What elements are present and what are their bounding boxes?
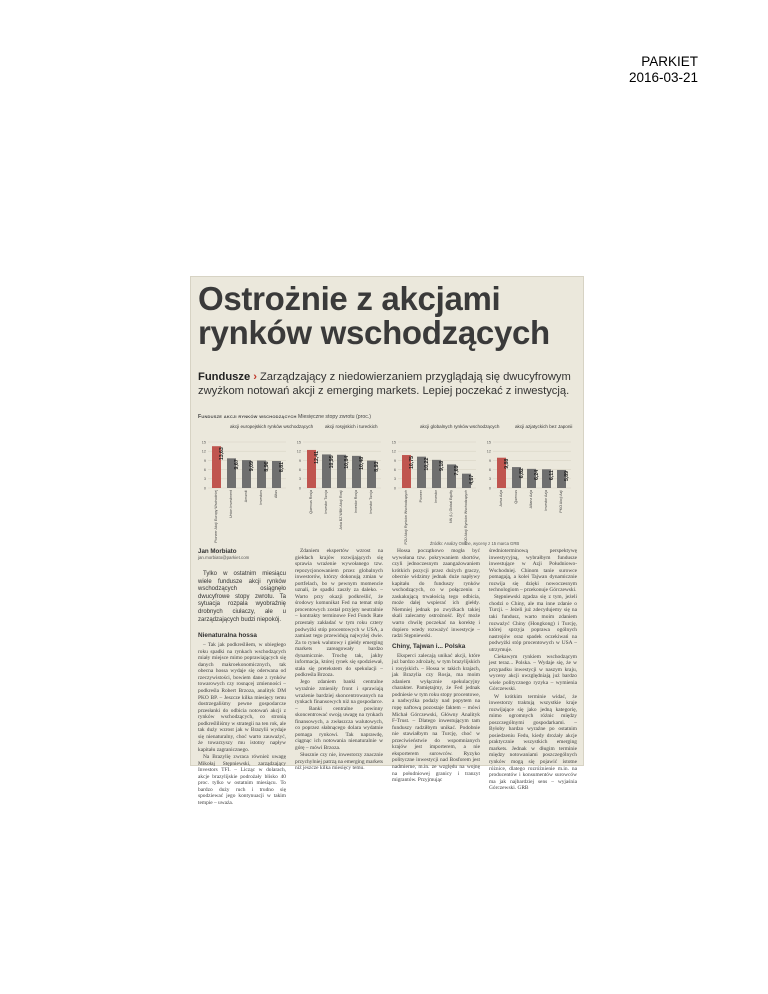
publication-name: PARKIET (641, 54, 698, 69)
chart-tick-label: 12 (391, 449, 396, 454)
chart-tick-label: 3 (393, 477, 396, 482)
chart-data-label: 9,09 (249, 461, 255, 472)
chart-tick-label: 12 (296, 449, 301, 454)
paragraph: Hossa początkowo mogła być wywołana tzw. pokrywaniem shortów, czyli jednoczesnym zaangażowaniem krótkich pozycji przez dużych graczy, obecnie widzimy jednak duże napływy kapitału do funduszy rynków wschodzących, co w połączeniu z zaskakującą trwałością tego odbicia, może dalej wspierać ich giełdy. Niemniej jednak po zwyżkach takiej skali zalecamy ostrożność. Być może warto chwilę poczekać na korektę i dopiero wtedy rozważyć inwestycje – radzi Stępniewski. (392, 548, 480, 640)
chart-tick-label: 9 (203, 458, 206, 463)
chart-data-label: 5,89 (564, 470, 570, 482)
chart-category-label: Pioneer Akcji Europy Wschodniej (214, 490, 218, 543)
chevron-right-icon: › (253, 371, 257, 383)
column-4 (489, 548, 577, 792)
chart-tick-label: 6 (488, 468, 491, 472)
chart-data-label: 9,67 (234, 459, 240, 470)
chart-group-label: akcji azjatyckich bez Japonii (515, 424, 573, 429)
chart-data-label: 9,88 (504, 458, 510, 469)
chart-tick-label: 0 (203, 486, 206, 491)
paragraph: W krótkim terminie widać, że inwestorzy traktują wszystkie kraje rozwijające się jako jedną kategorię, mimo ogromnych różnic między poszczególnymi gospodarkami. – Byłoby bardzo wyraźne po ostatnim posiedzeniu Fedu, kiedy drożały akcje praktycznie wszystkich emerging markets. Jednak w długim terminie między notowaniami poszczególnych rynków mogą się pojawić istotne różnice, dlatego rozróżnienie m.in. na producentów i konsumentów surowców ma jak najbardziej sens – wyjaśnia Górczewski. GRB (489, 693, 577, 792)
chart-tick-label: 6 (203, 468, 206, 472)
section-label: Fundusze (198, 371, 251, 383)
chart-data-label: 7,69 (454, 465, 460, 476)
chart-category-label: Investor Turcja (369, 490, 373, 514)
chart-category-label: Arka BZ WBK Akcji Rosji (339, 490, 343, 530)
chart-data-label: 10,95 (329, 455, 335, 469)
chart-data-label: 6,11 (549, 470, 555, 481)
paragraph: Stępniewski zgadza się z tym, jeżeli chodzi o Chiny, ale ma inne zdanie o Turcji. – Jeżeli już zdecydujemy się na taki fundusz, warto moim zdaniem rozważyć Chiny (Hongkong) i Turcję, której sprzyja poprawa ogólnych nastrojów oraz spadek oczekiwań na podwyżki stóp procentowych w USA – utrzymuje. (489, 594, 577, 653)
chart-tick-label: 12 (201, 449, 206, 454)
paragraph: średnioterminową perspektywę inwestycyjną, wybrałbym fundusze inwestujące w Azji Południowo-Wschodniej. Chinom tanie surowce pomagają, a kolei Tajwan dynamicznie rozwija się dzięki nowoczesnym technologiom – przekonuje Górczewski. (489, 548, 577, 594)
chart-data-label: 6,24 (534, 469, 540, 480)
chart-category-label: Quercus (514, 490, 518, 504)
chart-category-label: Investor Rosja (354, 490, 358, 513)
chart-tick-label: 0 (298, 486, 301, 491)
chart-tick-label: 3 (488, 477, 491, 482)
lead-paragraph: Tylko w ostatnim miesiącu wiele fundusze akcji rynków wschodzących osiągnęło dwucyfrowe stopy zwrotu. Ta sytuacja rozpala wyobraźnię drobnych ciułaczy, ale u zarządzających budzi niepokój. (198, 571, 286, 623)
chart-category-label: Pioneer (419, 490, 423, 503)
chart-data-label: 13,63 (219, 447, 225, 461)
chart-data-label: 8,96 (264, 461, 270, 472)
chart-tick-label: 9 (488, 458, 491, 463)
chart-source: Źródło: Analizy Online, wyceny z 15 marca GRB (430, 541, 520, 546)
chart-data-label: 10,84 (344, 455, 350, 469)
chart-data-label: 8,81 (279, 461, 285, 473)
chart-tick-label: 0 (488, 486, 491, 491)
column-1 (198, 548, 286, 806)
article-body (198, 548, 578, 806)
column-2 (295, 548, 383, 772)
chart-data-label: 8,93 (374, 461, 380, 472)
paragraph: Zdaniem ekspertów wzrost na giełdach krajów rozwijających się sprawia wrażenie wywołanego tzw. repozycjonowaniem przez globalnych inwestorów, którzy dokonują zmian w portfelach, bo w pewnym momencie uznali, że spadki zaszły za daleko. – Warto przy okazji podkreślić, że środowy komunikat Fed na temat stóp procentowych został przyjęty neutralnie – kontrakty terminowe Fed Funds Rate przestały zakładać w tym roku cztery podwyżki stóp procentowych w USA, a zamiast tego przewidują najwyżej dwie. Za to rynek walutowy i giełdy emerging markets zareagowały bardzo dynamicznie. Trochę tak, jakby informacja, której rynek się spodziewał, stała się pretekstem do spekulacji – podkreśla Brzoza. (295, 548, 383, 679)
paragraph: Ciekawym rynkiem wschodzącym jest teraz... Polska. – Wydaje się, że w przypadku inwestycji w naszym kraju, wyceny akcji uwzględniają już bardzo wiele politycznego ryzyka – wymienia Górczewski. (489, 653, 577, 693)
chart-data-label: 9,18 (439, 460, 445, 471)
headline (198, 282, 578, 350)
chart-category-label: NN (L) Global Equity (449, 490, 453, 523)
chart-tick-label: 15 (486, 440, 491, 445)
chart-data-label: 4,67 (469, 474, 475, 485)
subheading: Chiny, Tajwan i... Polska (392, 642, 466, 650)
chart-category-label: Quercus Rosja (309, 490, 313, 514)
chart-category-label: Investor Turcja (324, 490, 328, 514)
subheading: Nienaturalna hossa (198, 632, 257, 640)
chart-data-label: 6,82 (519, 468, 525, 479)
chart-tick-label: 3 (203, 477, 206, 482)
publication-date: 2016-03-21 (628, 70, 698, 85)
chart-category-label: Aviva Azja (499, 490, 503, 507)
chart-tick-label: 3 (298, 477, 301, 482)
lead-text: Zarządzający z niedowierzaniem przyglądają się dwucyfrowym zwyżkom notowań akcji z emerging markets. Lepiej poczekać z inwestycją. (198, 371, 571, 397)
chart-data-label: 10,75 (409, 456, 415, 470)
column-3 (392, 548, 480, 784)
chart-group-label: akcji rosyjskich i tureckich (325, 424, 378, 429)
chart-category-label: Allianz Azja (529, 490, 533, 509)
author-email: jan.morbiato@parkiet.com (198, 555, 250, 560)
chart-header (198, 414, 576, 421)
paragraph: Na Brazylię zwraca również uwagę Mikołaj Stępniewski, zarządzający Investors TFI. – Licząc w dolarach, akcje brazylijskie podrożały blisko 40 proc. tylko w ostatnim miesiącu. To bardzo duży ruch i trudno się spodziewać jego kontynuacji w takim tempie – uważa. (198, 753, 286, 806)
chart-tick-label: 15 (296, 440, 301, 445)
paragraph: Jego zdaniem banki centralne wyraźnie zmieniły front i sprawiają wrażenie bardziej skoncentrowanych na rynkach finansowych niż na gospodarce. – Banki centralne powinny skoncentrować swoją uwagę na rynkach finansowych, a zwłaszcza walutowych, co poprzez słabnącego dolara wydatnie pomaga rynkowi. Tak naprawdę, ciągnąc ich notowania nienaturalnie w górę – mówi Brzoza. (295, 679, 383, 751)
chart-category-label: Investor (434, 490, 438, 503)
chart-tick-label: 15 (201, 440, 206, 445)
chart-title: Fundusze akcji rynków wschodzących (198, 414, 297, 420)
headline-line-2: rynków wschodzących (198, 314, 550, 351)
chart-data-label: 10,22 (424, 457, 430, 471)
chart-category-label: PZU Akcji Rynków Wschodzących (404, 490, 408, 545)
chart-tick-label: 9 (298, 458, 301, 463)
chart-category-label: Altus (274, 490, 278, 498)
paragraph: – Tak jak podkreśliłem, w ubiegłego roku spadki na rynkach wschodzących miały miejsce mimo poprawiających się danych makroekonomicznych, tak obecna hossa wydaje się oderwana od rzeczywistości, bowiem dane z rynków towarowych czy rosnącej zmienności – podkreśla Robert Brzoza, analityk DM PKO BP. – Jeszcze kilka miesięcy temu dostrzegaliśmy pewne gospodarcze przesłanki do odbicia notowań akcji z rynków wschodzących, co stronią podkreśliliśmy w strategii na ten rok, ale tak duży wzrost jak w Brazylii wydaje się nienaturalny, choć warto zauważyć, że towarzyszy mu istotny napływ kapitału zagranicznego. (198, 642, 286, 753)
clipping-stamp (629, 54, 698, 86)
chart-category-label: Investors (259, 490, 263, 505)
chart-group-label: akcji europejskich rynków wschodzących (230, 424, 314, 429)
chart-tick-label: 6 (298, 468, 301, 472)
author-name: Jan Morbiato (198, 548, 237, 555)
chart-tick-label: 15 (391, 440, 396, 445)
chart-category-label: Union Investment (229, 490, 233, 518)
chart-data-label: 10,48 (359, 456, 365, 470)
newspaper-clipping (190, 276, 584, 806)
chart-subtitle: Miesięczne stopy zwrotu (proc.) (298, 414, 371, 420)
chart-group-label: akcji globalnych rynków wschodzących (420, 424, 500, 429)
chart-data-label: 12,41 (314, 450, 320, 464)
article-lead (198, 370, 578, 398)
headline-line-1: Ostrożnie z akcjami (198, 280, 501, 317)
paragraph: Słusznie czy nie, inwestorzy znacznie przychylniej patrzą na emerging markets niż jeszcze kilka miesięcy temu. (295, 751, 383, 772)
chart-category-label: Amundi (244, 490, 248, 503)
chart-tick-label: 0 (393, 486, 396, 491)
chart-tick-label: 9 (393, 458, 396, 463)
paragraph: Eksperci zalecają unikać akcji, które już bardzo zdrożały, w tym brazylijskich i rosyjskich. – Hossa w takich krajach, jak Brazylia czy Rosja, ma moim zdaniem wyłącznie spekulacyjny charakter. Pamiętajmy, że Fed jednak podniesie w tym roku stopy procentowe, a nadwyżka podaży nad popytem na ropę naftową pozostaje faktem – mówi Michał Górczewski, Główny Analityk F-Trust. – Dlatego inwestującym tam funduszy radziłbym unikać. Podobnie nie stawiałbym na Turcję, choć w przeciwieństwie do wspomnianych krajów jest importerem, a nie eksporterem surowców. Ryzyko polityczne inwestycji nad Bosforem jest nadmierne, m.in. ze względu na wojnę na południowej granicy i tranzyt migrantów. Przyjmując (392, 652, 480, 784)
chart-category-label: Investor Azja (544, 490, 548, 511)
chart-category-label: PKO Akcji Rynków Wschodzących (464, 490, 468, 545)
chart-tick-label: 6 (393, 468, 396, 472)
chart-tick-label: 12 (486, 449, 491, 454)
chart-category-label: PKO Akcji Azji (559, 490, 563, 513)
